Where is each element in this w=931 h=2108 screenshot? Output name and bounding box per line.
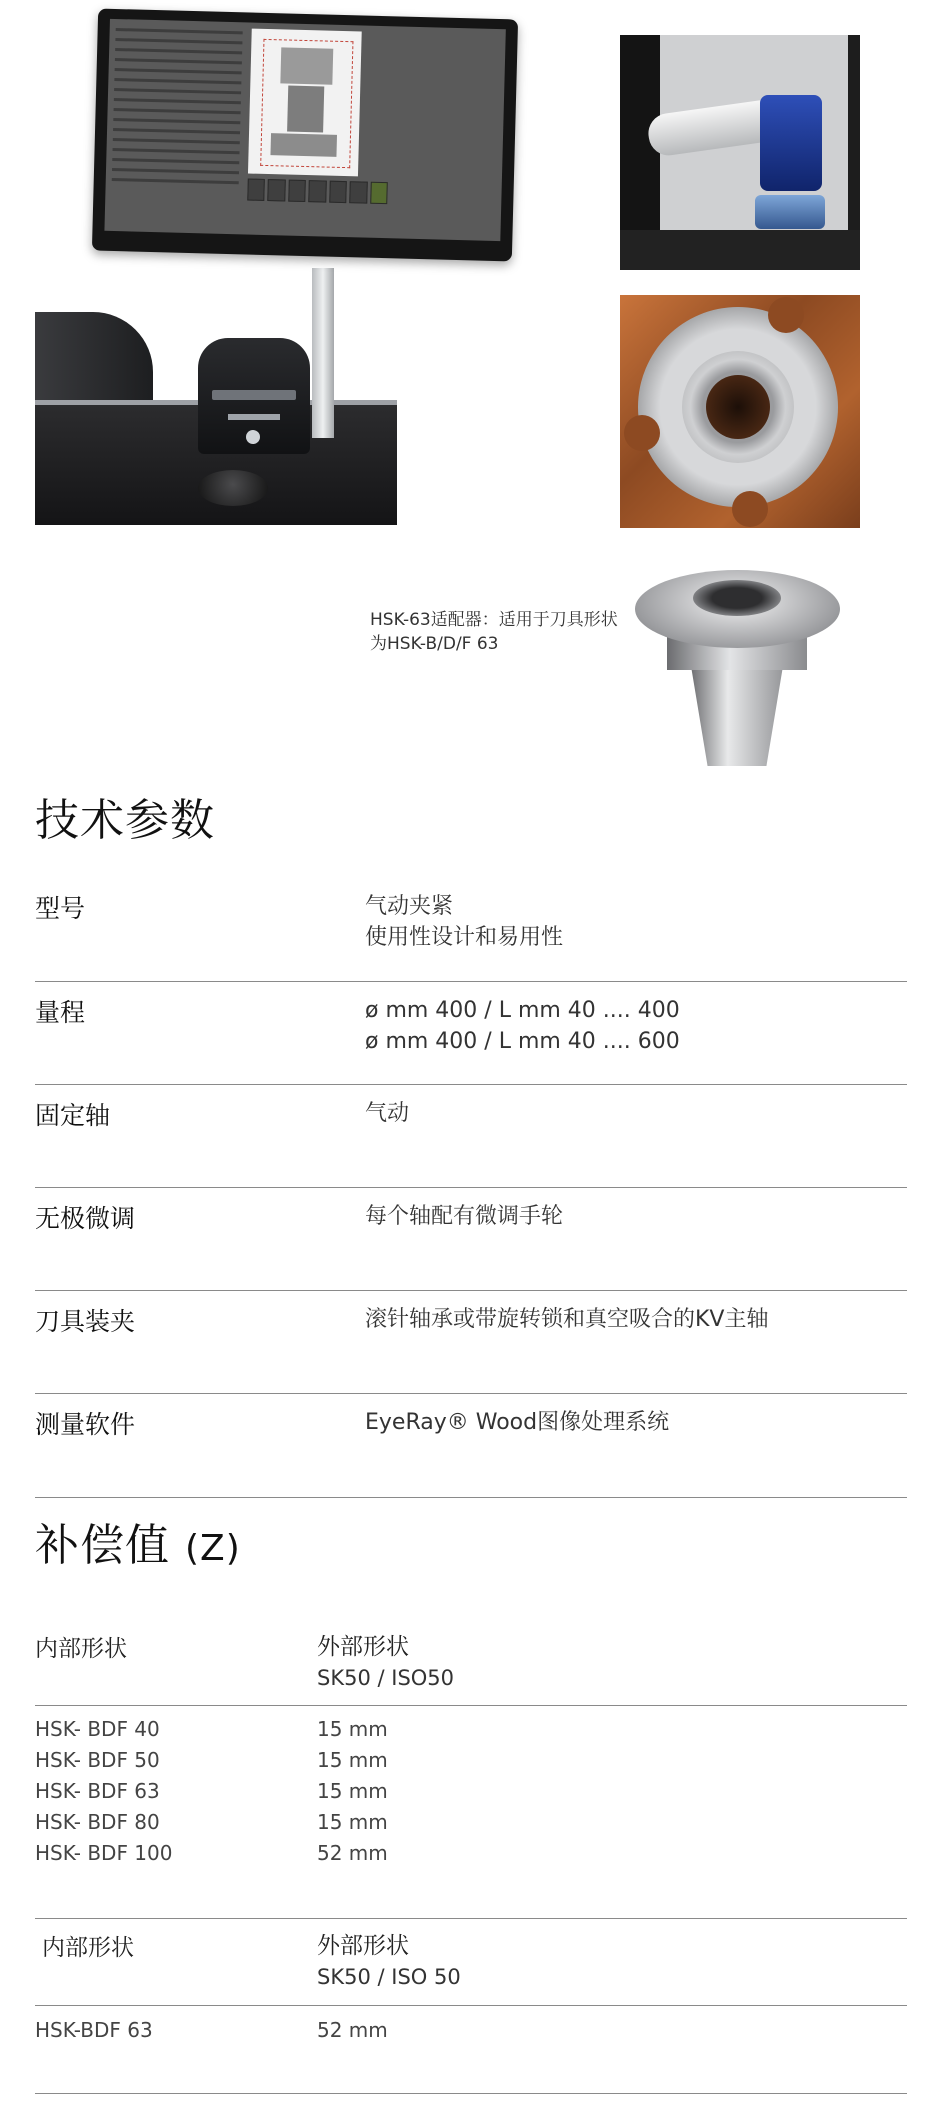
spec-value: 每个轴配有微调手轮	[365, 1204, 564, 1229]
spec-row-fixed-axis	[35, 1084, 907, 1188]
table-row: HSK-BDF 63 52 mm	[35, 2018, 388, 2042]
spec-row-tool-clamping	[35, 1290, 907, 1394]
product-photo-hsk63	[625, 562, 855, 774]
spec-value: 气动	[365, 1101, 410, 1126]
product-photo-robot	[620, 35, 860, 270]
spec-label: 固定轴	[35, 1101, 111, 1130]
software-form-panel	[106, 21, 246, 232]
tech-section-title: 技术参数	[35, 795, 215, 846]
comp-table1-header	[35, 1620, 907, 1706]
table-row: HSK- BDF 50 15 mm	[35, 1748, 388, 1772]
spec-row-range	[35, 981, 907, 1085]
comp-table2-body	[35, 2015, 907, 2046]
spec-value: EyeRay® Wood图像处理系统	[365, 1410, 670, 1435]
label-printer	[198, 338, 310, 454]
monitor-stand	[312, 268, 334, 438]
monitor-screen	[104, 19, 505, 241]
table-row: HSK- BDF 63 15 mm	[35, 1779, 388, 1803]
product-photo-adapter	[620, 295, 860, 528]
spec-value: 滚针轴承或带旋转锁和真空吸合的KV主轴	[365, 1307, 769, 1332]
software-toolbar	[247, 179, 388, 205]
divider	[35, 2093, 907, 2094]
monitor	[92, 9, 518, 262]
spec-row-fine-adjust	[35, 1187, 907, 1291]
spec-label: 测量软件	[35, 1410, 136, 1439]
mouse-puck	[198, 470, 268, 506]
software-image-panel	[248, 29, 362, 177]
spec-row-model	[35, 877, 907, 982]
spec-label: 型号	[35, 894, 86, 923]
comp-head-outer: 外部形状 SK50 / ISO50	[317, 1634, 455, 1690]
table-row: HSK- BDF 80 15 mm	[35, 1810, 388, 1834]
spec-label: 刀具装夹	[35, 1307, 136, 1336]
spec-row-software	[35, 1393, 907, 1498]
comp-section-title: 补偿值 (Z)	[35, 1520, 241, 1571]
comp-head-inner: 内部形状	[35, 1636, 127, 1662]
table-row: HSK- BDF 100 52 mm	[35, 1841, 388, 1865]
comp-head-inner: 内部形状	[42, 1935, 134, 1961]
comp-table2-header	[35, 1919, 907, 2006]
table-row: HSK- BDF 40 15 mm	[35, 1717, 388, 1741]
comp-head-outer: 外部形状 SK50 / ISO 50	[317, 1933, 461, 1989]
comp-table1-body	[35, 1714, 907, 1869]
spec-label: 量程	[35, 998, 86, 1027]
spec-label: 无极微调	[35, 1204, 136, 1233]
spec-value: ø mm 400 / L mm 40 .... 400 ø mm 400 / L mm 40 .... 600	[365, 998, 680, 1054]
hsk-caption: HSK-63适配器：适用于刀具形状为HSK-B/D/F 63	[370, 610, 618, 654]
spec-value: 气动夹紧 使用性设计和易用性	[365, 894, 564, 950]
